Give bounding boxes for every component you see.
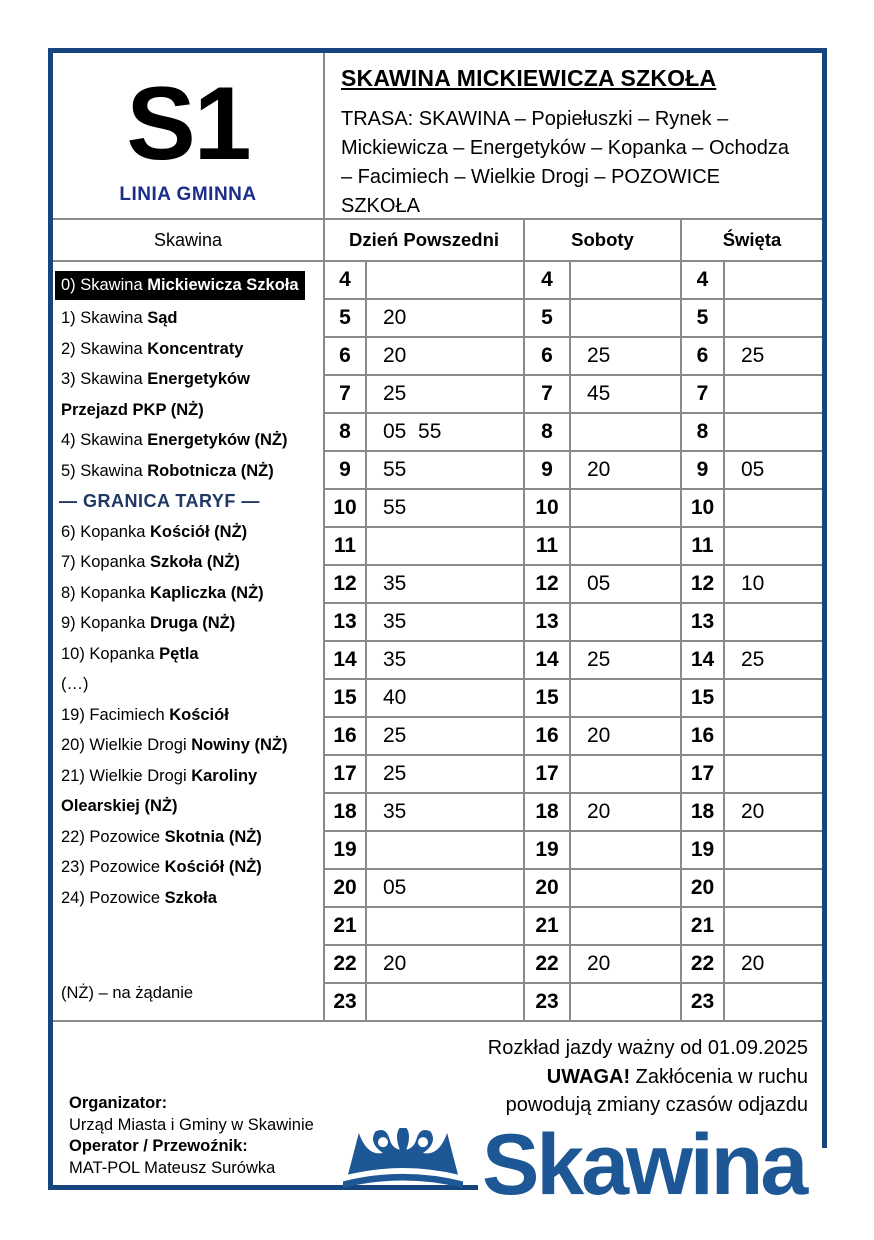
column-header-weekday: Dzień Powszedni [325,220,525,262]
stop-item-current: 0) Skawina Mickiewicza Szkoła [55,271,305,300]
column-header-saturday: Soboty [525,220,682,262]
sunday-minutes [725,680,822,718]
hour-cell: 4 [682,262,725,300]
weekday-minutes [367,262,525,300]
sunday-minutes [725,870,822,908]
warning-line2: powodują zmiany czasów odjazdu [505,1094,808,1116]
stop-item: 8) Kopanka Kapliczka (NŻ) [61,583,264,602]
sunday-minutes: 25 [725,338,822,376]
stop-item: 1) Skawina Sąd [61,309,178,328]
skawina-crown-icon [336,1128,470,1193]
hour-cell: 23 [325,984,367,1022]
hour-cell: 8 [325,414,367,452]
stop-item: 6) Kopanka Kościół (NŻ) [61,522,248,541]
hour-cell: 16 [325,718,367,756]
sunday-minutes: 20 [725,946,822,984]
sunday-minutes [725,376,822,414]
saturday-minutes: 25 [571,338,682,376]
weekday-minutes [367,908,525,946]
saturday-minutes [571,604,682,642]
stop-list [53,262,325,1022]
hour-cell: 20 [682,870,725,908]
route-description: TRASA: SKAWINA – Popiełuszki – Rynek – Mickiewicza – Energetyków – Kopanka – Ochodza – Facimiech – Wielkie Drogi – POZOWICE SZKOŁA [341,108,790,217]
saturday-minutes [571,414,682,452]
hour-cell: 6 [525,338,571,376]
hour-cell: 9 [325,452,367,490]
hour-cell: 5 [525,300,571,338]
organizer-name: Urząd Miasta i Gminy w Skawinie [69,1115,314,1134]
sunday-minutes [725,262,822,300]
hour-cell: 21 [682,908,725,946]
column-header-stop: Skawina [53,220,325,262]
saturday-minutes: 25 [571,642,682,680]
stop-list-ellipsis: (…) [61,675,89,694]
stop-item: 2) Skawina Koncentraty [61,339,244,358]
hour-cell: 14 [682,642,725,680]
hour-cell: 15 [525,680,571,718]
weekday-minutes: 55 [367,490,525,528]
sunday-minutes [725,604,822,642]
timetable-grid [53,220,822,1022]
hour-cell: 18 [525,794,571,832]
weekday-minutes [367,832,525,870]
stop-item: 4) Skawina Energetyków (NŻ) [61,431,288,450]
sunday-minutes: 20 [725,794,822,832]
credits-block [69,1093,314,1179]
hour-cell: 12 [325,566,367,604]
stop-item: 20) Wielkie Drogi Nowiny (NŻ) [61,736,288,755]
hour-cell: 9 [525,452,571,490]
hour-cell: 13 [525,604,571,642]
saturday-minutes: 05 [571,566,682,604]
saturday-minutes [571,528,682,566]
stop-item: 24) Pozowice Szkoła [61,888,217,907]
hour-cell: 17 [525,756,571,794]
hour-cell: 4 [525,262,571,300]
hour-cell: 21 [325,908,367,946]
timetable-frame [48,48,827,1190]
hour-cell: 14 [325,642,367,680]
hour-cell: 6 [682,338,725,376]
stop-item: 7) Kopanka Szkoła (NŻ) [61,553,240,572]
saturday-minutes: 20 [571,718,682,756]
weekday-minutes: 05 [367,870,525,908]
organizer-label: Organizator: [69,1094,168,1112]
saturday-minutes [571,756,682,794]
fare-zone-divider: — GRANICA TARYF — [59,491,260,512]
hour-cell: 11 [325,528,367,566]
saturday-minutes: 20 [571,452,682,490]
saturday-minutes [571,832,682,870]
hour-cell: 20 [525,870,571,908]
stop-item: 10) Kopanka Pętla [61,644,199,663]
hour-cell: 7 [682,376,725,414]
saturday-minutes [571,984,682,1022]
direction-title: SKAWINA MICKIEWICZA SZKOŁA [341,65,717,91]
hour-cell: 18 [682,794,725,832]
hour-cell: 22 [682,946,725,984]
hour-cell: 20 [325,870,367,908]
hour-cell: 11 [682,528,725,566]
weekday-minutes: 40 [367,680,525,718]
weekday-minutes: 55 [367,452,525,490]
weekday-minutes: 25 [367,718,525,756]
hour-cell: 10 [682,490,725,528]
stop-item: 5) Skawina Robotnicza (NŻ) [61,461,274,480]
weekday-minutes: 25 [367,376,525,414]
hour-cell: 12 [682,566,725,604]
weekday-minutes: 20 [367,946,525,984]
hour-cell: 16 [525,718,571,756]
validity-notice [488,1034,808,1120]
saturday-minutes: 20 [571,946,682,984]
hour-cell: 7 [525,376,571,414]
saturday-minutes: 45 [571,376,682,414]
header-section [53,53,822,220]
hour-cell: 19 [682,832,725,870]
hour-cell: 10 [325,490,367,528]
weekday-minutes: 25 [367,756,525,794]
sunday-minutes [725,490,822,528]
title-cell [325,53,822,218]
saturday-minutes [571,300,682,338]
hour-cell: 15 [682,680,725,718]
sunday-minutes: 25 [725,642,822,680]
hour-cell: 15 [325,680,367,718]
sunday-minutes [725,832,822,870]
line-badge [53,53,325,218]
hour-cell: 10 [525,490,571,528]
hour-cell: 17 [682,756,725,794]
sunday-minutes [725,414,822,452]
hour-cell: 16 [682,718,725,756]
hour-cell: 9 [682,452,725,490]
weekday-minutes [367,528,525,566]
hour-cell: 22 [525,946,571,984]
sunday-minutes [725,300,822,338]
hour-cell: 11 [525,528,571,566]
weekday-minutes: 35 [367,566,525,604]
weekday-minutes: 20 [367,338,525,376]
weekday-minutes: 05 55 [367,414,525,452]
hour-cell: 6 [325,338,367,376]
hour-cell: 13 [325,604,367,642]
weekday-minutes: 35 [367,794,525,832]
sunday-minutes [725,756,822,794]
hour-cell: 21 [525,908,571,946]
weekday-minutes: 20 [367,300,525,338]
hour-cell: 19 [525,832,571,870]
line-number: S1 [126,65,250,182]
hour-cell: 23 [525,984,571,1022]
hour-cell: 23 [682,984,725,1022]
column-header-sunday: Święta [682,220,822,262]
hour-cell: 22 [325,946,367,984]
hour-cell: 8 [682,414,725,452]
hour-cell: 13 [682,604,725,642]
stop-item: 3) Skawina Energetyków Przejazd PKP (NŻ) [61,370,250,419]
hour-cell: 12 [525,566,571,604]
hour-cell: 14 [525,642,571,680]
saturday-minutes [571,870,682,908]
stop-item: 23) Pozowice Kościół (NŻ) [61,858,262,877]
stop-item: 9) Kopanka Druga (NŻ) [61,614,236,633]
hour-cell: 19 [325,832,367,870]
line-type-label: LINIA GMINNA [119,183,257,205]
hour-cell: 8 [525,414,571,452]
stop-item: 21) Wielkie Drogi Karoliny Olearskiej (NŻ) [61,766,258,816]
hour-cell: 5 [325,300,367,338]
validity-date: Rozkład jazdy ważny od 01.09.2025 [487,1037,808,1059]
sunday-minutes [725,984,822,1022]
saturday-minutes [571,680,682,718]
stop-item: 19) Facimiech Kościół [61,705,229,724]
weekday-minutes: 35 [367,642,525,680]
weekday-minutes: 35 [367,604,525,642]
sunday-minutes [725,718,822,756]
saturday-minutes [571,262,682,300]
saturday-minutes [571,908,682,946]
hour-cell: 18 [325,794,367,832]
operator-label: Operator / Przewoźnik: [69,1137,248,1155]
sunday-minutes: 05 [725,452,822,490]
sunday-minutes [725,908,822,946]
warning-line1: UWAGA! Zakłócenia w ruchu [546,1065,808,1088]
saturday-minutes [571,490,682,528]
hour-cell: 5 [682,300,725,338]
stop-item: 22) Pozowice Skotnia (NŻ) [61,827,262,846]
hour-cell: 17 [325,756,367,794]
request-stop-note: (NŻ) – na żądanie [61,983,194,1002]
saturday-minutes: 20 [571,794,682,832]
weekday-minutes [367,984,525,1022]
operator-name: MAT-POL Mateusz Surówka [69,1158,276,1177]
sunday-minutes: 10 [725,566,822,604]
sunday-minutes [725,528,822,566]
hour-cell: 4 [325,262,367,300]
skawina-logo-text: Skawina [482,1117,806,1213]
hour-cell: 7 [325,376,367,414]
